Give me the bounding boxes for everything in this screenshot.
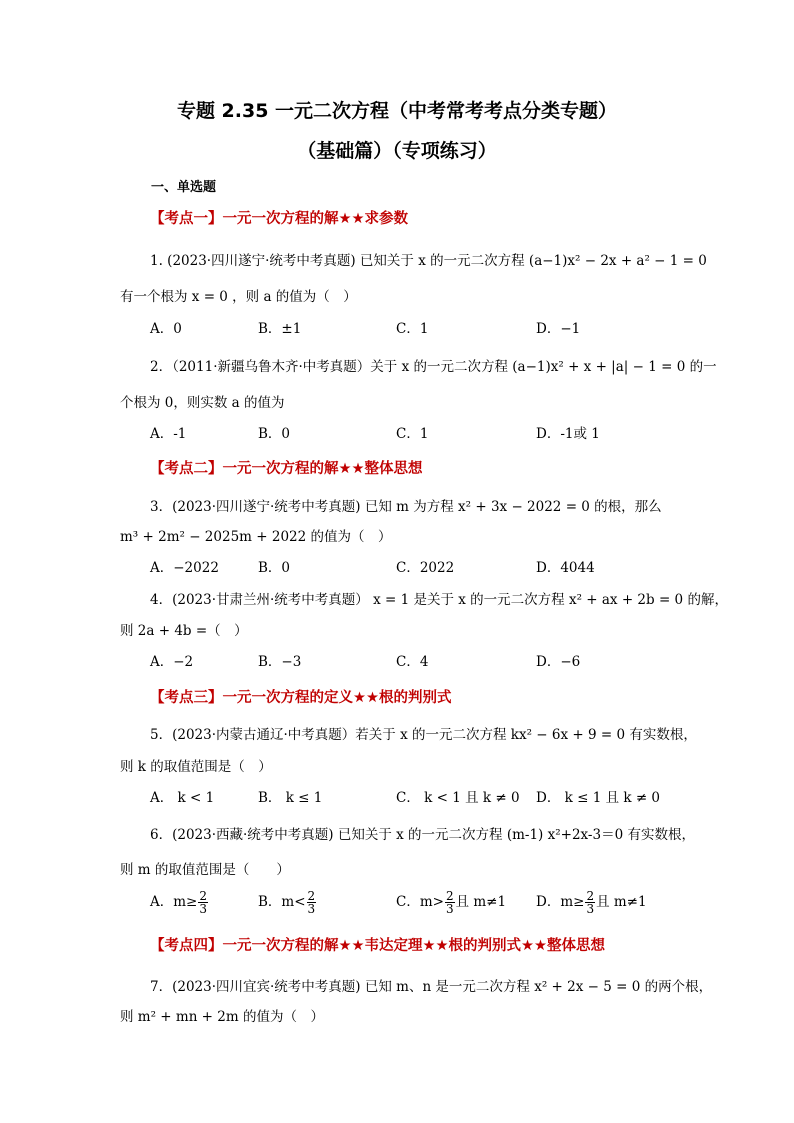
question-1-option-a: A．0 bbox=[150, 321, 182, 337]
topic-heading-2: 【考点二】一元一次方程的解★★整体思想 bbox=[150, 461, 423, 477]
doc-title-line1: 专题 2.35 一元二次方程（中考常考考点分类专题） bbox=[176, 100, 618, 122]
fraction-denominator: 3 bbox=[586, 902, 595, 916]
question-5-stem-line2: 则 k 的取值范围是（ ） bbox=[120, 759, 272, 775]
question-4-option-a: A．−2 bbox=[150, 654, 194, 670]
topic-heading-3: 【考点三】一元一次方程的定义★★根的判别式 bbox=[150, 690, 452, 706]
option-d-suffix: 且 m≠1 bbox=[596, 894, 647, 910]
question-5-option-d: D． k ≤ 1 且 k ≠ 0 bbox=[536, 790, 661, 806]
question-5-option-b: B． k ≤ 1 bbox=[258, 790, 323, 806]
question-6-option-b bbox=[258, 890, 317, 915]
question-7-stem-line2: 则 m² + mn + 2m 的值为（ ） bbox=[120, 1009, 324, 1025]
section-heading: 一、单选题 bbox=[151, 180, 217, 195]
question-6-option-d bbox=[536, 890, 647, 915]
option-b-label: B．m< bbox=[258, 894, 306, 910]
question-6-option-c bbox=[396, 890, 506, 915]
question-2-option-a: A．-1 bbox=[150, 426, 187, 442]
fraction bbox=[198, 890, 208, 915]
question-2-stem-line1: 2．（2011·新疆乌鲁木齐·中考真题）关于 x 的一元二次方程 (a−1)x² + x + |a| − 1 = 0 的一 bbox=[150, 359, 717, 375]
fraction-denominator: 3 bbox=[445, 902, 454, 916]
question-2-option-b: B．0 bbox=[258, 426, 291, 442]
option-c-suffix: 且 m≠1 bbox=[455, 894, 507, 910]
fraction-numerator: 2 bbox=[445, 889, 454, 903]
question-6-stem-line2: 则 m 的取值范围是（ ） bbox=[120, 862, 290, 878]
question-3-stem-line2: m³ + 2m² − 2025m + 2022 的值为（ ） bbox=[120, 529, 392, 545]
question-1-stem-line1: 1. (2023·四川遂宁·统考中考真题) 已知关于 x 的一元二次方程 (a−1)x² − 2x + a² − 1 = 0 bbox=[150, 253, 707, 269]
question-2-option-d: D．-1或 1 bbox=[536, 426, 600, 442]
question-1-option-b: B．±1 bbox=[258, 321, 302, 337]
option-d-label: D．m≥ bbox=[536, 894, 585, 910]
question-5-option-a: A． k < 1 bbox=[150, 790, 215, 806]
topic-heading-1: 【考点一】一元一次方程的解★★求参数 bbox=[150, 211, 408, 227]
fraction-numerator: 2 bbox=[307, 889, 316, 903]
fraction-denominator: 3 bbox=[199, 902, 208, 916]
question-3-option-d: D．4044 bbox=[536, 560, 595, 576]
doc-title-line2: （基础篇）（专项练习） bbox=[297, 140, 497, 162]
fraction bbox=[307, 890, 317, 915]
fraction bbox=[585, 890, 595, 915]
question-3-option-a: A．−2022 bbox=[150, 560, 219, 576]
fraction-numerator: 2 bbox=[586, 889, 595, 903]
question-4-option-b: B．−3 bbox=[258, 654, 302, 670]
question-1-option-c: C．1 bbox=[396, 321, 429, 337]
question-1-option-d: D．−1 bbox=[536, 321, 581, 337]
fraction-denominator: 3 bbox=[307, 902, 316, 916]
fraction-numerator: 2 bbox=[199, 889, 208, 903]
question-7-stem-line1: 7．(2023·四川宜宾·统考中考真题) 已知 m、n 是一元二次方程 x² + 2x − 5 = 0 的两个根， bbox=[150, 979, 713, 995]
question-4-option-c: C．4 bbox=[396, 654, 429, 670]
question-2-stem-line2: 个根为 0，则实数 a 的值为 bbox=[120, 395, 285, 411]
question-3-option-b: B．0 bbox=[258, 560, 291, 576]
question-6-stem-line1: 6．(2023·西藏·统考中考真题) 已知关于 x 的一元二次方程 (m-1) x²+2x-3＝0 有实数根， bbox=[150, 827, 695, 843]
question-4-option-d: D．−6 bbox=[536, 654, 581, 670]
question-1-stem-line2: 有一个根为 x = 0 ，则 a 的值为（ ） bbox=[120, 289, 357, 305]
topic-heading-4: 【考点四】一元一次方程的解★★韦达定理★★根的判别式★★整体思想 bbox=[150, 938, 605, 954]
question-4-stem-line1: 4．(2023·甘肃兰州·统考中考真题） x = 1 是关于 x 的一元二次方程 x² + ax + 2b = 0 的解， bbox=[150, 592, 728, 608]
question-5-stem-line1: 5．(2023·内蒙古通辽·中考真题）若关于 x 的一元二次方程 kx² − 6x + 9 = 0 有实数根， bbox=[150, 727, 697, 743]
fraction bbox=[445, 890, 455, 915]
question-3-stem-line1: 3．(2023·四川遂宁·统考中考真题) 已知 m 为方程 x² + 3x − 2022 = 0 的根，那么 bbox=[150, 499, 662, 515]
option-c-label: C．m> bbox=[396, 894, 444, 910]
question-5-option-c: C． k < 1 且 k ≠ 0 bbox=[396, 790, 520, 806]
question-2-option-c: C．1 bbox=[396, 426, 429, 442]
question-6-option-a bbox=[150, 890, 209, 915]
option-a-label: A．m≥ bbox=[150, 894, 198, 910]
question-4-stem-line2: 则 2a + 4b =（ ） bbox=[120, 623, 248, 639]
question-3-option-c: C．2022 bbox=[396, 560, 455, 576]
